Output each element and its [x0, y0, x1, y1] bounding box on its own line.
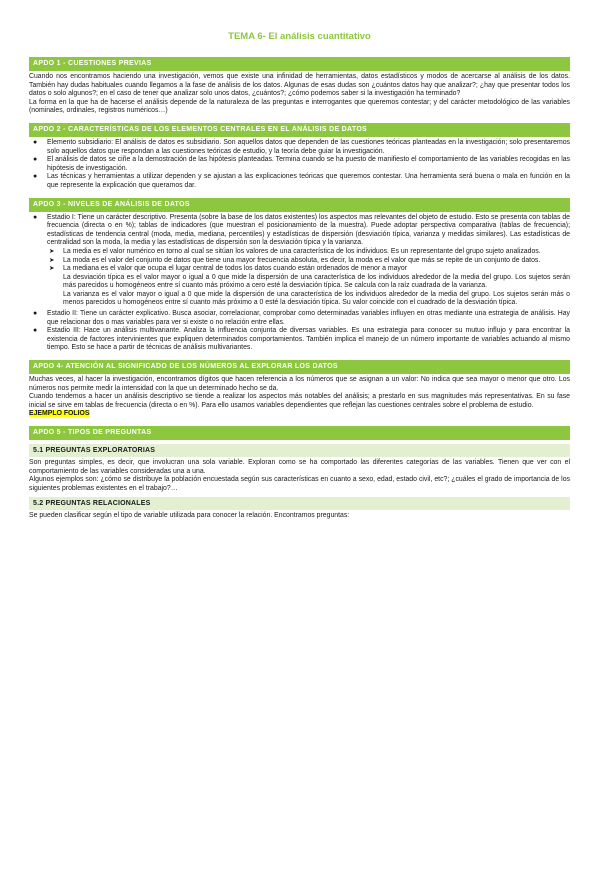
- section-1-header: APDO 1 - CUESTIONES PREVIAS: [29, 57, 570, 71]
- arrow-item-text: La mediana es el valor que ocupa el lugar central de todos los datos cuando están ordenados de menor a mayor: [63, 265, 407, 273]
- arrow-right-icon: ➤: [49, 256, 55, 264]
- section-2-bullet-3: [29, 173, 570, 190]
- arrow-item-media: [29, 248, 570, 257]
- varianza-paragraph: La varianza es el valor mayor o igual a 0 que mide la dispersión de una característica de los individuos alrededor de la media del grupo. Los sujetos serán más o menos parecidos u homogéneos entre sí cuanto más próximo a 0 esté la desviación típica. Su valor coincide con el cuadrado de la desviación típica.: [63, 290, 570, 307]
- subsection-5-2-paragraph-1: Se pueden clasificar según el tipo de variable utilizada para conocer la relación. Encontramos preguntas:: [29, 512, 350, 520]
- section-2-bullet-1: [29, 139, 570, 156]
- bullet-text: Estadio I: Tiene un carácter descriptivo. Presenta (sobre la base de los datos existentes) los aspectos mas relevantes del objeto de estudio. Esto se presenta con tablas de frecuencia (directa o en %); tablas de indicadores (que muestran el posicionamiento de la muestra). Puede adoptar perspectiva comparativa (tablas de frecuencia); estadísticas de tendencia central (moda, media, mediana, percentiles) y estadísticas de dispersión (desviación típica, varianza y medidas similares). Las estadísticas de centralidad son la moda, la media y las estadísticas de dispersión son la desviación típica y la varianza.: [47, 213, 570, 247]
- section-4-paragraph-1: Muchas veces, al hacer la investigación, encontramos dígitos que hacen referencia a los números que se asignan a un valor: No indica que sea mayor o menor que otro. Los números nos permite medir la intensidad con la que un determinado hecho se da.: [29, 376, 570, 392]
- section-2-header: APDO 2 - CARACTERÍSTICAS DE LOS ELEMENTOS CENTRALES EN EL ANÁLISIS DE DATOS: [29, 123, 570, 137]
- section-3-bullet-estadio-2: [29, 310, 570, 327]
- section-4-paragraph-2: Cuando tendemos a hacer un análisis descriptivo se tiende a realizar los aspectos más notables del análisis; a prestarlo en sus magnitudes más representativas. En su fase inicial se sirve em tablas de frecuencia (directa o en %). Para ello usamos variables dependientes que reflejan las cuestiones centrales sobre el problema de estudio.: [29, 393, 570, 409]
- page-title: TEMA 6- El análisis cuantitativo: [228, 31, 371, 42]
- subsection-5-1-paragraph-1: Son preguntas simples, es decir, que involucran una sola variable. Exploran como se ha comportado las diferentes categorías de las variables. Tienen que ver con el comportamiento de las variables consideradas una a una.: [29, 459, 570, 475]
- section-1-paragraph-1: Cuando nos encontramos haciendo una investigación, vemos que existe una infinidad de herramientas, datos estadísticos y modos de acercarse al análisis de los datos. También hay dudas habituales cuando llegamos a la fase de análisis de los datos. Algunas de esas dudas son ¿cuántos datos hay que analizar?; ¿hay que presentar todos los datos o solo algunos?; en el caso de tener que analizar solo unos datos, ¿cuántos?; ¿cómo podemos saber si la investigación ha terminado?: [29, 73, 570, 98]
- bullet-text: Las técnicas y herramientas a utilizar dependen y se ajustan a las explicaciones teóricas que queremos contestar. Una herramienta será buena o mala en función en la que represente la explicación que queramos dar.: [47, 173, 570, 189]
- subsection-5-1-header: 5.1 PREGUNTAS EXPLORATORIAS: [29, 444, 570, 457]
- arrow-item-text: La moda es el valor del conjunto de datos que tiene una mayor frecuencia absoluta, es decir, la moda es el valor que más se repite de un conjunto de datos.: [63, 256, 541, 264]
- arrow-item-mediana: [29, 265, 570, 274]
- section-3-bullet-estadio-1: [29, 214, 570, 248]
- section-4-highlight-line: [29, 410, 570, 419]
- highlighted-example-label: EJEMPLO FOLIOS: [29, 410, 90, 418]
- subsection-5-1-body: [29, 459, 570, 493]
- bullet-dot-icon: ●: [33, 156, 38, 164]
- document-page: [0, 31, 600, 879]
- arrow-right-icon: ➤: [49, 265, 55, 273]
- section-5-header: APDO 5 - TIPOS DE PREGUNTAS: [29, 426, 570, 440]
- section-3-bullet-list-2: [29, 310, 570, 353]
- arrow-right-icon: ➤: [49, 247, 55, 255]
- section-3-bullet-list: [29, 214, 570, 248]
- subsection-5-2-body: [29, 512, 570, 521]
- section-3-header: APDO 3 - NIVELES DE ANÁLISIS DE DATOS: [29, 198, 570, 212]
- subsection-5-2-header: 5.2 PREGUNTAS RELACIONALES: [29, 497, 570, 510]
- subsection-5-1-paragraph-2: Algunos ejemplos son: ¿cómo se distribuye la población encuestada según sus características en cuanto a sexo, edad, estado civil, etc?; ¿cuáles el grado de importancia de los siguientes problemas existentes en el trabajo?…: [29, 476, 570, 492]
- bullet-dot-icon: ●: [33, 173, 38, 181]
- bullet-dot-icon: ●: [33, 327, 38, 335]
- bullet-text: Elemento subsidiario: El análisis de datos es subsidiario. Son aquellos datos que dependen de las cuestiones teóricas planteadas en la investigación; solo presentaremos solo aquellos datos que respondan a las cuestiones teóricas de estudio, y la teoría debe guiar la investigación.: [47, 138, 570, 155]
- arrow-item-text: La media es el valor numérico en torno al cual se sitúan los valores de una característica de los individuos. Es un representante del grupo sujeto analizados.: [63, 247, 541, 255]
- section-1-paragraph-2: La forma en la que ha de hacerse el análisis depende de la naturaleza de las preguntas e interrogantes que queremos contestar; y del carácter metodológico de las variables (nominales, ordinales, registros numéricos…): [29, 98, 570, 115]
- section-3-bullet-estadio-3: [29, 327, 570, 353]
- bullet-dot-icon: ●: [33, 310, 38, 318]
- bullet-dot-icon: ●: [33, 138, 38, 146]
- bullet-text: Estadio III: Hace un análisis multivariante. Analiza la influencia conjunta de diversas variables. Es una estrategia para conocer su mutuo influjo y para encontrar la existencia de factores intervinientes que expliquen determinados comportamientos. También implica el manejo de un número importante de variables actuando al mismo tiempo. Esto se hace a partir de técnicas de análisis multivariantes.: [47, 327, 570, 352]
- section-3-arrow-list: [29, 248, 570, 274]
- bullet-dot-icon: ●: [33, 213, 38, 221]
- section-4-body: [29, 376, 570, 419]
- section-4-header: APDO 4- ATENCIÓN AL SIGNIFICADO DE LOS NÚMEROS AL EXPLORAR LOS DATOS: [29, 360, 570, 374]
- arrow-item-moda: [29, 257, 570, 266]
- bullet-text: El análisis de datos se ciñe a la demostración de las hipótesis planteadas. Termina cuando se ha puesto de manifiesto el comportamiento de las variables recogidas en las hipótesis de investigación.: [47, 156, 570, 172]
- section-2-bullet-list: [29, 139, 570, 191]
- section-2-bullet-2: [29, 156, 570, 173]
- section-1-body: [29, 73, 570, 116]
- bullet-text: Estadio II: Tiene un carácter explicativo. Busca asociar, correlacionar, comprobar como determinadas variables influyen en otras mediante una estrategia de análisis. Hay que relacionar dos o mas variables para ver si existe o no relación entre ellas.: [47, 310, 570, 326]
- desviacion-tipica-paragraph: La desviación típica es el valor mayor o igual a 0 que mide la dispersión de una característica de los individuos alrededor de la media del grupo. Los sujetos serán más parecidos u homogéneos entre sí cuanto más próximo a cero esté la desviación típica. Se calcula con la raíz cuadrada de la varianza.: [63, 273, 570, 290]
